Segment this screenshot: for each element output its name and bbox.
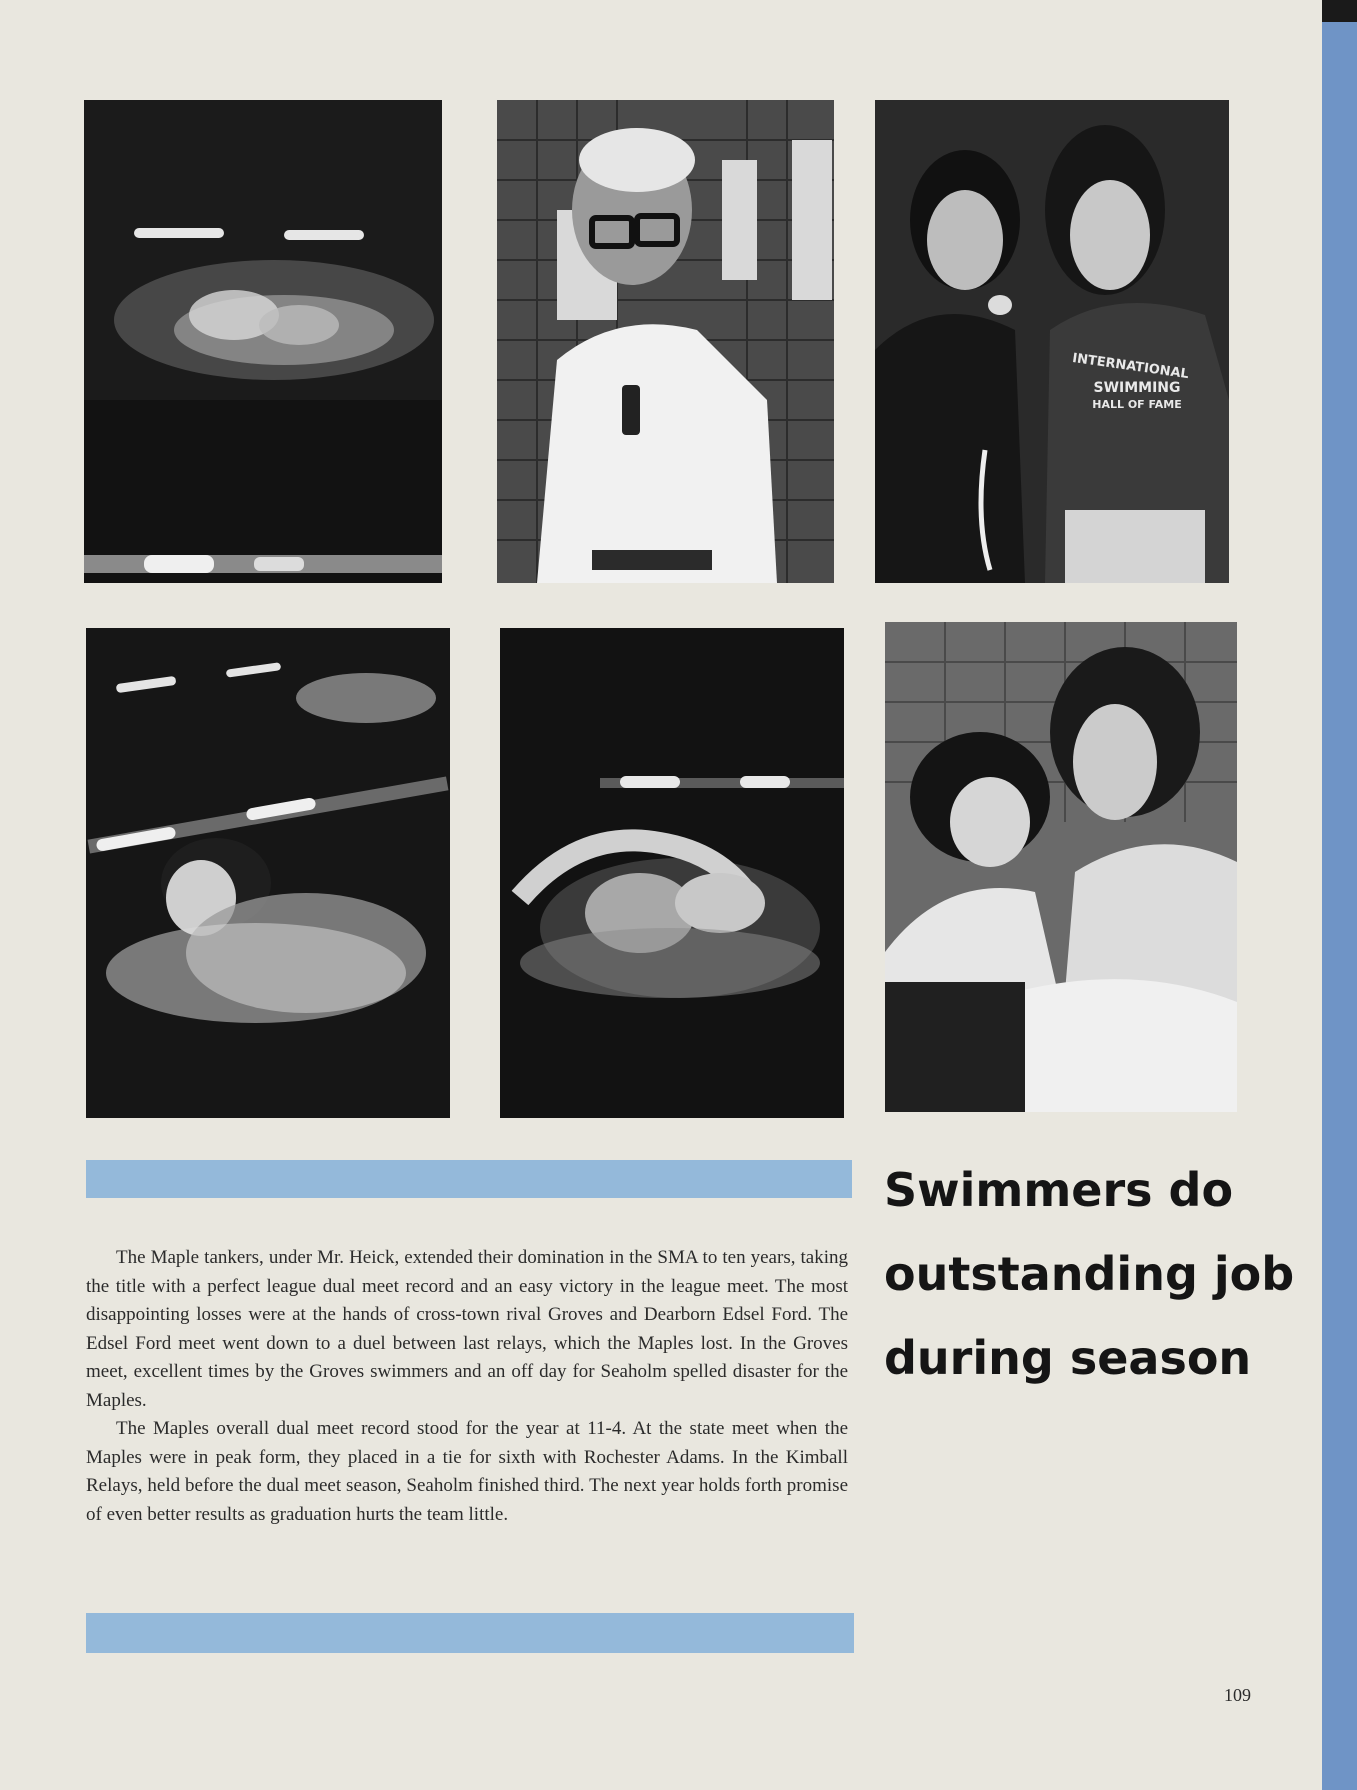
shirt-text-line1: INTERNATIONAL xyxy=(1071,350,1190,383)
headline xyxy=(884,1148,1295,1400)
photo-swimmer-stroke xyxy=(500,628,844,1118)
page-edge-shadow xyxy=(1322,0,1357,22)
photo-coach-portrait xyxy=(497,100,834,583)
photo-scorers-writing xyxy=(885,622,1237,1112)
accent-bar-top xyxy=(86,1160,852,1198)
photo-swimmer-freestyle xyxy=(84,100,442,583)
page-edge-blue xyxy=(1322,0,1357,1790)
page-number: 109 xyxy=(1224,1685,1251,1705)
headline-line-1: Swimmers do xyxy=(884,1163,1234,1217)
accent-bar-bottom xyxy=(86,1613,854,1653)
article-paragraph-1: The Maple tankers, under Mr. Heick, extended their domination in the SMA to ten years, taking the title with a perfect league dual meet record and an easy victory in the league meet. The most disappointing losses were at the hands of cross-town rival Groves and Dearborn Edsel Ford. The Edsel Ford meet went down to a duel between last relays, which the Maples lost. In the Groves meet, excellent times by the Groves swimmers and an off day for Seaholm spelled disaster for the Maples. xyxy=(86,1247,848,1411)
headline-line-3: during season xyxy=(884,1331,1252,1385)
shirt-text-line2: SWIMMING xyxy=(1093,380,1181,396)
shirt-text-line3: HALL OF FAME xyxy=(1092,398,1182,411)
photo-timers-stopwatch xyxy=(875,100,1229,583)
article-paragraph-2: The Maples overall dual meet record stood for the year at 11-4. At the state meet when the Maples were in peak form, they placed in a tie for sixth with Rochester Adams. In the Kimball Relays, held before the dual meet season, Seaholm finished third. The next year holds forth promise of even better results as graduation hurts the team little. xyxy=(86,1418,848,1525)
article-body xyxy=(86,1244,848,1529)
photo-swimmer-breathing xyxy=(86,628,450,1118)
headline-line-2: outstanding job xyxy=(884,1247,1295,1301)
